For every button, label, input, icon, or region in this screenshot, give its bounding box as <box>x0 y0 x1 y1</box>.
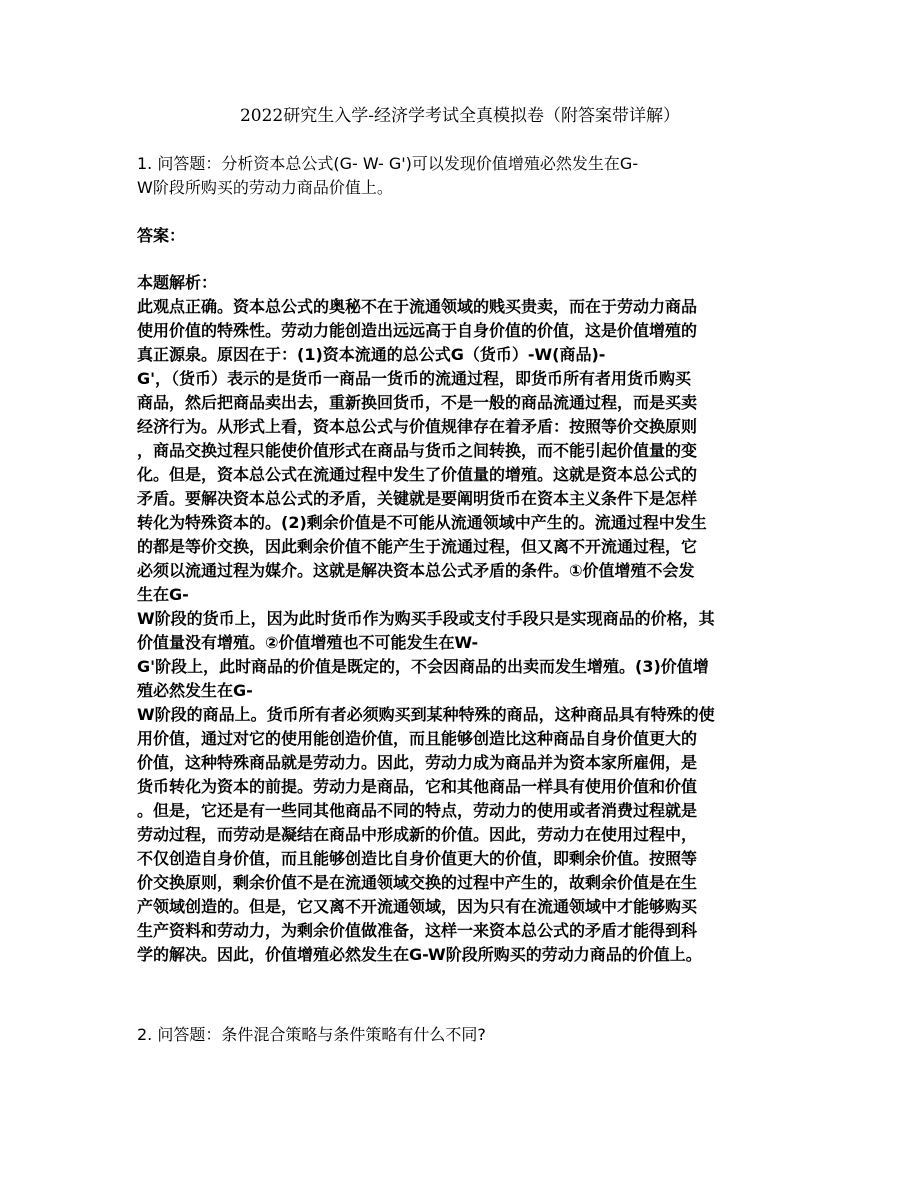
question-1-line-1: 1. 问答题：分析资本总公式(G- W- G')可以发现价值增殖必然发生在G- <box>137 154 639 173</box>
analysis-text <box>137 271 797 967</box>
analysis-line: 的都是等价交换，因此剩余价值不能产生于流通过程，但又离不开流通过程，它 <box>137 537 698 556</box>
analysis-line: 经济行为。从形式上看，资本总公式与价值规律存在着矛盾：按照等价交换原则 <box>137 417 698 436</box>
analysis-line: 殖必然发生在G- <box>137 681 253 700</box>
question-1 <box>137 152 797 200</box>
analysis-line: 真正源泉。原因在于：(1)资本流通的总公式G（货币）-W(商品)- <box>137 345 606 364</box>
analysis-heading: 本题解析： <box>137 273 218 292</box>
analysis-line: 价交换原则，剩余价值不是在流通领域交换的过程中产生的，故剩余价值是在生 <box>137 873 698 892</box>
analysis-line: W阶段的商品上。货币所有者必须购买到某种特殊的商品，这种商品具有特殊的使 <box>137 705 715 724</box>
question-2-text: 2. 问答题：条件混合策略与条件策略有什么不同? <box>137 1025 486 1044</box>
analysis-line: 必须以流通过程为媒介。这就是解决资本总公式矛盾的条件。①价值增殖不会发 <box>137 561 695 580</box>
analysis-line: 生产资料和劳动力，为剩余价值做准备，这样一来资本总公式的矛盾才能得到科 <box>137 921 698 940</box>
analysis-line: 劳动过程，而劳动是凝结在商品中形成新的价值。因此，劳动力在使用过程中， <box>137 825 698 844</box>
analysis-line: ，商品交换过程只能使价值形式在商品与货币之间转换，而不能引起价值量的变 <box>137 441 698 460</box>
analysis-line: 化。但是，资本总公式在流通过程中发生了价值量的增殖。这就是资本总公式的 <box>137 465 698 484</box>
answer-label: 答案： <box>137 226 186 245</box>
analysis-line: G'阶段上，此时商品的价值是既定的，不会因商品的出卖而发生增殖。(3)价值增 <box>137 657 709 676</box>
analysis-line: G'，（货币）表示的是货币一商品一货币的流通过程，即货币所有者用货币购买 <box>137 369 692 388</box>
analysis-line: 使用价值的特殊性。劳动力能创造出远远高于自身价值的价值，这是价值增殖的 <box>137 321 698 340</box>
analysis-line: 。但是，它还是有一些同其他商品不同的特点，劳动力的使用或者消费过程就是 <box>137 801 698 820</box>
analysis-line: W阶段的货币上，因为此时货币作为购买手段或支付手段只是实现商品的价格，其 <box>137 609 715 628</box>
question-1-line-2: W阶段所购买的劳动力商品价值上。 <box>137 178 393 197</box>
analysis-line: 学的解决。因此，价值增殖必然发生在G-W阶段所购买的劳动力商品的价值上。 <box>137 945 702 964</box>
analysis-line: 货币转化为资本的前提。劳动力是商品，它和其他商品一样具有使用价值和价值 <box>137 777 698 796</box>
analysis-line: 不仅创造自身价值，而且能够创造比自身价值更大的价值，即剩余价值。按照等 <box>137 849 698 868</box>
question-2 <box>137 1023 797 1047</box>
analysis-line: 转化为特殊资本的。(2)剩余价值是不可能从流通领域中产生的。流通过程中发生 <box>137 513 707 532</box>
document-title: 2022研究生入学-经济学考试全真模拟卷（附答案带详解） <box>239 106 680 126</box>
analysis-line: 此观点正确。资本总公式的奥秘不在于流通领域的贱买贵卖，而在于劳动力商品 <box>137 297 698 316</box>
analysis-line: 生在G- <box>137 585 189 604</box>
analysis-line: 用价值，通过对它的使用能创造价值，而且能够创造比这种商品自身价值更大的 <box>137 729 698 748</box>
analysis-line: 产领域创造的。但是，它又离不开流通领域，因为只有在流通领域中才能够购买 <box>137 897 698 916</box>
analysis-line: 价值量没有增殖。②价值增殖也不可能发生在W- <box>137 633 479 652</box>
analysis-line: 矛盾。要解决资本总公式的矛盾，关键就是要阐明货币在资本主义条件下是怎样 <box>137 489 698 508</box>
analysis-line: 价值，这种特殊商品就是劳动力。因此，劳动力成为商品并为资本家所雇佣，是 <box>137 753 698 772</box>
analysis-line: 商品，然后把商品卖出去，重新换回货币，不是一般的商品流通过程，而是买卖 <box>137 393 698 412</box>
